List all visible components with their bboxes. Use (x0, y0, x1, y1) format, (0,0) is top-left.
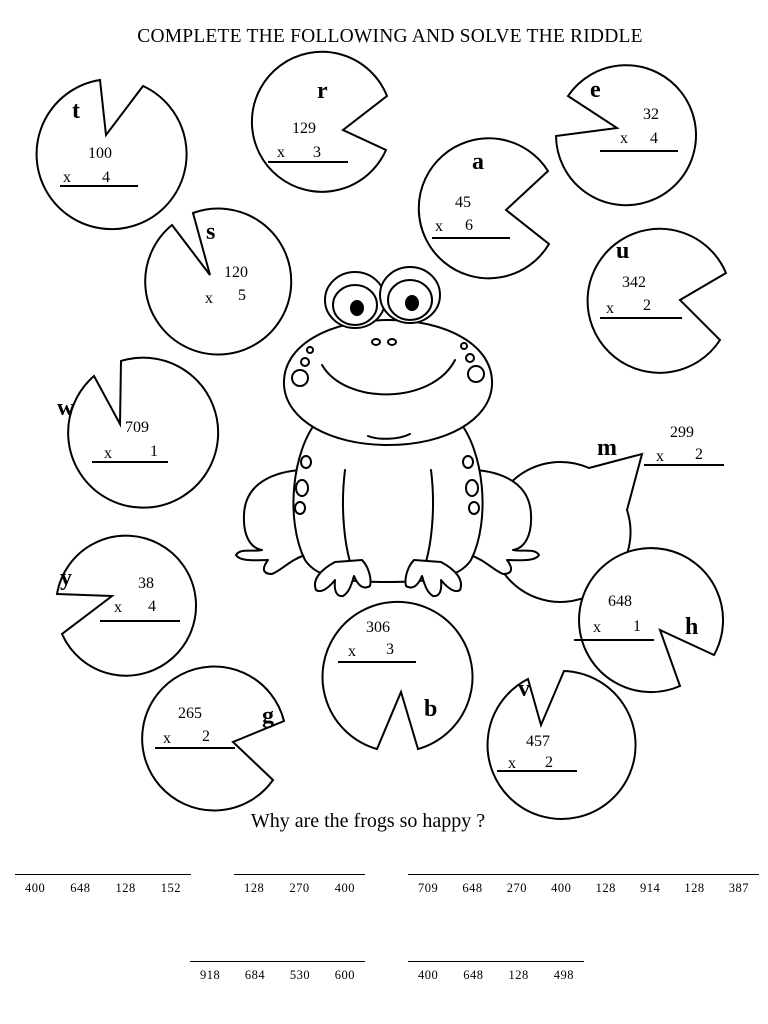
answer-number: 498 (553, 968, 574, 982)
frog-cheek-spot (466, 354, 474, 362)
frog-right-pupil (406, 296, 418, 310)
pad-letter: s (206, 219, 216, 245)
answer-number: 684 (244, 968, 266, 982)
frog-cheek-spot (461, 343, 467, 349)
answer-word-3 (408, 874, 759, 896)
pad-multiplier: 2 (202, 728, 210, 745)
pad-times: x (620, 130, 628, 147)
pad-multiplier: 4 (148, 598, 156, 615)
lily-pad-w (57, 358, 218, 508)
answer-word-5 (408, 961, 584, 983)
pad-multiplier: 2 (695, 446, 703, 463)
answer-number: 400 (25, 881, 46, 895)
lily-pad-u (588, 229, 726, 373)
lily-pad-g (142, 667, 284, 811)
frog-cheek-spot (292, 370, 308, 386)
lily-pad-a (419, 138, 549, 278)
pad-times: x (63, 169, 71, 186)
frog-nostril (388, 339, 396, 345)
lily-pad-t (37, 80, 187, 229)
pad-times: x (508, 755, 516, 772)
lily-pad-b (323, 602, 473, 749)
pad-letter: y (60, 565, 72, 591)
pad-multiplier: 4 (102, 169, 110, 186)
frog-spot (296, 480, 308, 496)
answer-word-4 (190, 961, 365, 983)
pad-times: x (348, 643, 356, 660)
frog-spot (463, 456, 473, 468)
pad-number: 342 (622, 274, 646, 291)
answer-word-1 (15, 874, 191, 896)
answer-number: 128 (244, 881, 265, 895)
answer-number: 648 (463, 968, 484, 982)
frog-head (284, 320, 492, 445)
frog-spot (295, 502, 305, 514)
pad-multiplier: 4 (650, 130, 658, 147)
lily-pad-e (556, 65, 696, 205)
pad-multiplier: 6 (465, 217, 473, 234)
pad-times: x (163, 730, 171, 747)
pad-number: 709 (125, 419, 149, 436)
pad-number: 100 (88, 145, 112, 162)
pad-multiplier: 3 (386, 641, 394, 658)
pad-letter: g (262, 703, 274, 729)
pad-times: x (104, 445, 112, 462)
answer-number: 128 (684, 881, 705, 895)
pad-number: 32 (643, 106, 659, 123)
lily-pad-y (57, 536, 196, 676)
answer-word-2 (234, 874, 365, 896)
pad-number: 265 (178, 705, 202, 722)
answer-number: 400 (334, 881, 355, 895)
answer-number: 128 (115, 881, 136, 895)
lily-pad-r (252, 52, 387, 192)
answer-number: 128 (595, 881, 616, 895)
frog-left-pupil (351, 301, 363, 315)
pad-number: 648 (608, 593, 632, 610)
pad-times: x (606, 300, 614, 317)
lily-pad-s (145, 209, 291, 355)
frog-cheek-spot (468, 366, 484, 382)
frog-spot (301, 456, 311, 468)
pad-times: x (114, 599, 122, 616)
answer-number: 648 (70, 881, 91, 895)
pad-number: 306 (366, 619, 390, 636)
pad-multiplier: 2 (643, 297, 651, 314)
riddle-question: Why are the frogs so happy ? (250, 810, 486, 832)
answer-number: 918 (200, 968, 221, 982)
answer-number: 387 (728, 881, 749, 895)
answer-number: 648 (462, 881, 483, 895)
pad-times: x (277, 144, 285, 161)
pad-multiplier: 2 (545, 754, 553, 771)
pad-multiplier: 1 (633, 618, 641, 635)
answer-number: 270 (289, 881, 310, 895)
pad-letter: m (597, 435, 617, 461)
answer-number: 914 (639, 881, 661, 895)
worksheet-title: COMPLETE THE FOLLOWING AND SOLVE THE RIDDLE (137, 26, 643, 47)
pad-times: x (435, 218, 443, 235)
answer-number: 270 (506, 881, 528, 895)
pad-letter: b (424, 696, 438, 722)
pad-letter: v (518, 676, 530, 702)
lily-pad-v (488, 671, 636, 819)
answer-number: 530 (289, 968, 311, 982)
answer-number: 600 (334, 968, 355, 982)
frog-spot (466, 480, 478, 496)
pad-number: 129 (292, 120, 316, 137)
pad-times: x (593, 619, 601, 636)
pad-letter: t (72, 98, 80, 124)
pad-number: 457 (526, 733, 550, 750)
pad-letter: h (685, 614, 699, 640)
pad-times: x (205, 290, 213, 307)
pad-number: 299 (670, 424, 694, 441)
answer-number: 709 (418, 881, 439, 895)
pad-letter: u (616, 238, 630, 264)
pad-letter: r (317, 78, 328, 104)
answer-number: 400 (418, 968, 439, 982)
pad-number: 45 (455, 194, 471, 211)
answer-number: 152 (160, 881, 181, 895)
answer-number: 400 (551, 881, 572, 895)
pad-letter: a (472, 149, 484, 175)
pad-multiplier: 1 (150, 443, 158, 460)
pad-letter: e (590, 77, 601, 103)
pad-times: x (656, 448, 664, 465)
answer-number: 128 (508, 968, 529, 982)
pad-letter: w (57, 395, 75, 421)
pad-multiplier: 3 (313, 144, 321, 161)
frog-cheek-spot (301, 358, 309, 366)
frog-spot (469, 502, 479, 514)
frog-cheek-spot (307, 347, 313, 353)
frog-nostril (372, 339, 380, 345)
pad-multiplier: 5 (238, 287, 246, 304)
pad-number: 120 (224, 264, 248, 281)
pad-number: 38 (138, 575, 154, 592)
